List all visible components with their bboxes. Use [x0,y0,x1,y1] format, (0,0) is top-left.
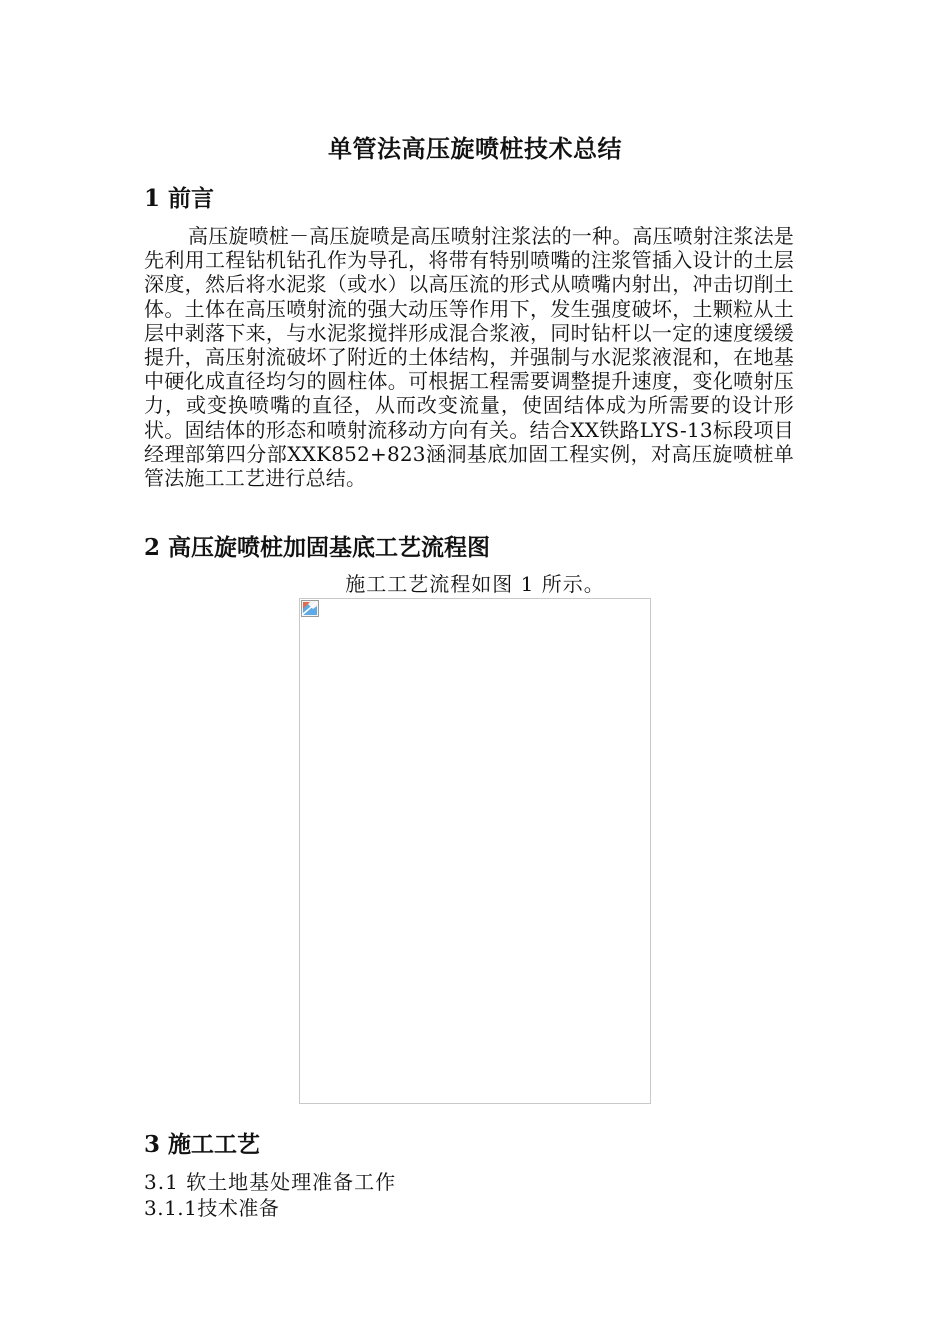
subsection-3-1-1-heading: 3.1.1技术准备 [144,1196,280,1220]
section-2-heading: 2 高压旋喷桩加固基底工艺流程图 [144,534,491,561]
section-1-paragraph: 高压旋喷桩－高压旋喷是高压喷射注浆法的一种。高压喷射注浆法是先利用工程钻机钻孔作为导孔，将带有特别喷嘴的注浆管插入设计的土层深度，然后将水泥浆（或水）以高压流的形式从喷嘴内射出，冲击切削土体。土体在高压喷射流的强大动压等作用下，发生强度破坏，土颗粒从土层中剥落下来，与水泥浆搅拌形成混合浆液，同时钻杆以一定的速度缓缓提升，高压射流破坏了附近的土体结构，并强制与水泥浆液混和，在地基中硬化成直径均匀的圆柱体。可根据工程需要调整提升速度，变化喷射压力，或变换喷嘴的直径，从而改变流量，使固结体成为所需要的设计形状。固结体的形态和喷射流移动方向有关。结合XX铁路LYS-13标段项目经理部第四分部XXK852+823涵洞基底加固工程实例，对高压旋喷桩单管法施工工艺进行总结。 [144,224,794,491]
flowchart-figure-placeholder [299,598,651,1104]
broken-image-icon [301,600,319,617]
section-3-heading: 3 施工工艺 [144,1131,261,1158]
document-title: 单管法高压旋喷桩技术总结 [328,134,622,163]
subsection-3-1-heading: 3.1 软土地基处理准备工作 [144,1170,397,1194]
figure-caption: 施工工艺流程如图 1 所示。 [345,572,605,596]
section-1-heading: 1 前言 [144,185,215,212]
